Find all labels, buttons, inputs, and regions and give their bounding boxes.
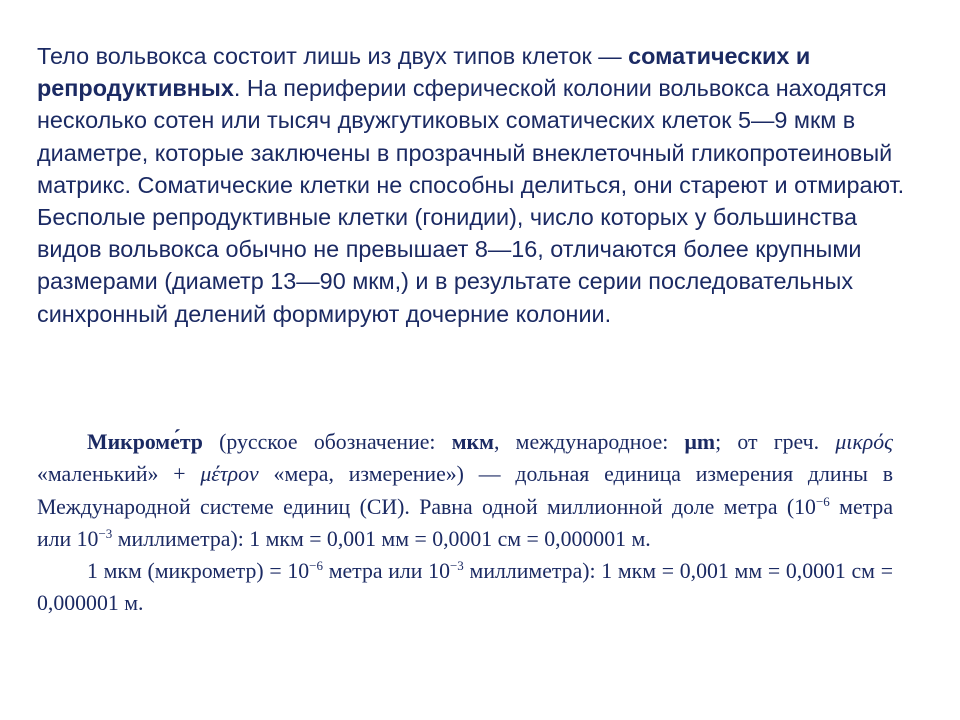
micrometer-conversion	[37, 555, 893, 620]
definition-text-5: «мера, измерение») — дольная единица измерения длины в Международной системе единиц (СИ). Равна одной миллионной доле метра (10	[37, 462, 893, 519]
definition-text-2: , международное:	[493, 430, 685, 454]
exponent-2: −3	[98, 525, 113, 541]
conversion-exponent-2: −3	[449, 558, 464, 574]
greek-word-1: μικρός	[835, 430, 893, 454]
greek-word-2: μέτρον	[200, 462, 259, 487]
conversion-text-3: миллиметра): 1 мкм = 0,001 мм = 0,0001 см = 0,000001 м.	[37, 559, 893, 616]
volvox-bold-cell-types: соматических и репродуктивных	[37, 43, 811, 102]
micrometer-term: Микроме́тр	[87, 430, 203, 454]
conversion-exponent-1: −6	[309, 558, 323, 574]
micrometer-section	[37, 426, 893, 620]
conversion-text-2: метра или 10	[322, 559, 450, 584]
conversion-text-1: 1 мкм (микрометр) = 10	[87, 559, 310, 584]
definition-text-4: «маленький» +	[37, 462, 201, 487]
definition-text-7: миллиметра): 1 мкм = 0,001 мм = 0,0001 см = 0,000001 м.	[112, 526, 651, 551]
volvox-text-1: Тело вольвокса состоит лишь из двух типов клеток —	[37, 43, 629, 69]
intl-symbol: μm	[684, 430, 716, 454]
exponent-1: −6	[815, 493, 830, 509]
definition-text-3: ; от греч.	[715, 430, 836, 454]
definition-text-6: метра или 10	[37, 494, 893, 551]
volvox-text-2: . На периферии сферической колонии вольвокса находятся несколько сотен или тысяч двужгутиковых соматических клеток 5—9 мкм в диаметре, которые заключены в прозрачный внеклеточный гликопротеиновый матрикс. Соматические клетки не способны делиться, они стареют и отмирают. Бесполые репродуктивные клетки (гонидии), число которых у большинства видов вольвокса обычно не превышает 8—16, отличаются более крупными размерами (диаметр 13—90 мкм,) и в результате серии последовательных синхронный делений формируют дочерние колонии.	[37, 75, 905, 327]
ru-symbol: мкм	[451, 430, 494, 454]
micrometer-definition	[37, 426, 893, 555]
definition-text-1: (русское обозначение:	[202, 430, 452, 454]
volvox-paragraph	[37, 40, 907, 330]
